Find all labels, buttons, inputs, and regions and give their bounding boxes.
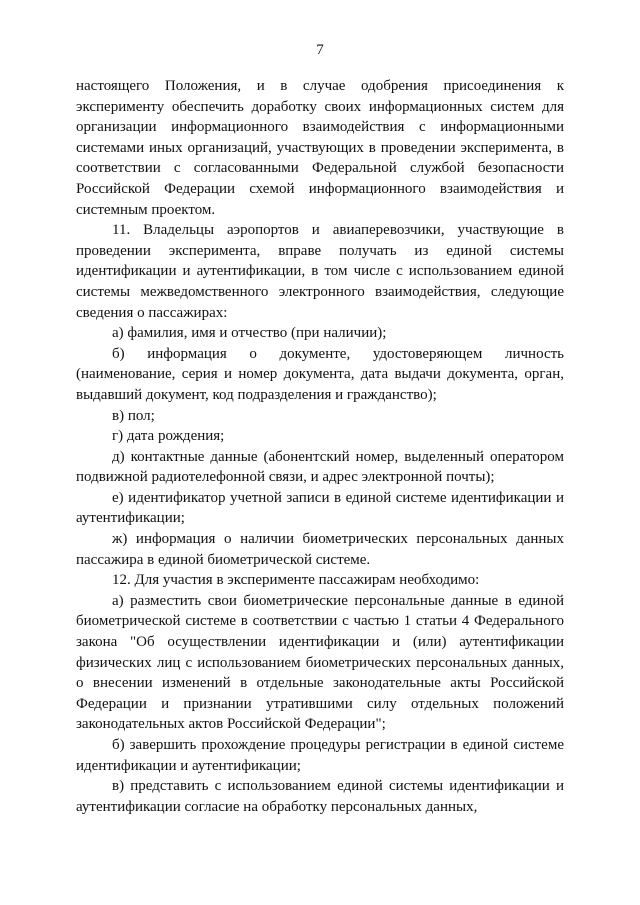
- list-item-e-account-id: е) идентификатор учетной записи в единой системе идентификации и аутентификации;: [76, 489, 564, 527]
- list-item-b-identity-document: б) информация о документе, удостоверяющем личность (наименование, серия и номер документа, дата выдачи документа, орган, выдавший документ, код подразделения и гражданство);: [76, 345, 564, 403]
- paragraph-clause-11: 11. Владельцы аэропортов и авиаперевозчики, участвующие в проведении эксперимента, вправе получать из единой системы идентификации и аутентификации, в том числе с использованием единой системы межведомственного электронного взаимодействия, следующие сведения о пассажирах:: [76, 222, 564, 321]
- list-item-a-full-name: а) фамилия, имя и отчество (при наличии);: [112, 325, 387, 342]
- list-item-v-provide-consent: в) представить с использованием единой системы идентификации и аутентификации согласие на обработку персональных данных,: [76, 778, 564, 815]
- list-item-d-contact-data: д) контактные данные (абонентский номер, выделенный оператором подвижной радиотелефонной связи, и адрес электронной почты);: [76, 448, 564, 486]
- list-item-zh-biometric-info: ж) информация о наличии биометрических персональных данных пассажира в единой биометрической системе.: [76, 531, 564, 568]
- list-item-g-birth-date: г) дата рождения;: [112, 428, 225, 445]
- list-item-v-sex: в) пол;: [112, 407, 155, 424]
- list-item-b-complete-registration: б) завершить прохождение процедуры регистрации в единой системе идентификации и аутентификации;: [76, 737, 564, 774]
- paragraph-continuation: настоящего Положения, и в случае одобрения присоединения к эксперименту обеспечить доработку своих информационных систем для организации информационного взаимодействия с информационными системами иных организаций, участвующих в проведении эксперимента, в соответствии с согласованными Федеральной службой безопасности Российской Федерации схемой информационного взаимодействия и системным проектом.: [76, 78, 564, 218]
- page-number: 7: [316, 42, 324, 58]
- list-item-a-place-biometrics: а) разместить свои биометрические персональные данные в единой биометрической системе в соответствии с частью 1 статьи 4 Федерального закона "Об осуществлении идентификации и (или) аутентификации физических лиц с использованием биометрических персональных данных, о внесении изменений в отдельные законодательные акты Российской Федерации и признании утратившими силу отдельных положений законодательных актов Российской Федерации";: [76, 592, 564, 733]
- document-body: [76, 76, 564, 817]
- paragraph-clause-12: 12. Для участия в эксперименте пассажирам необходимо:: [112, 572, 480, 589]
